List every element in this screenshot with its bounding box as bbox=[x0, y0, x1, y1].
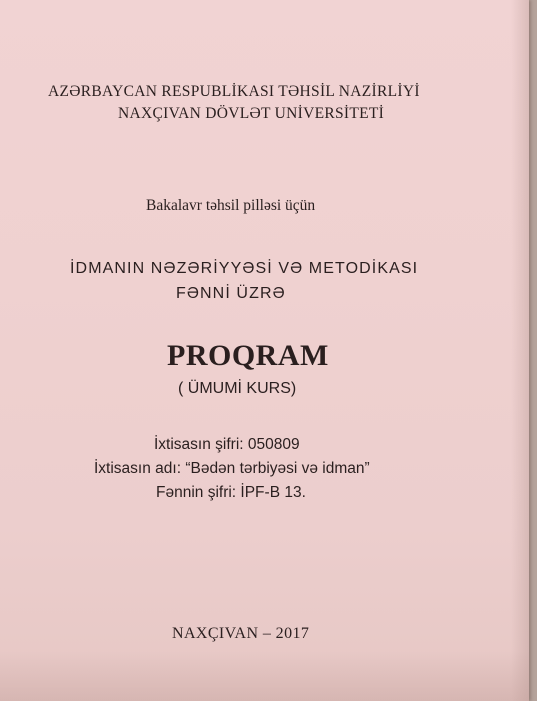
course-title-line-2: FƏNNİ ÜZRƏ bbox=[176, 285, 286, 302]
subject-code: Fənnin şifri: İPF-B 13. bbox=[156, 484, 306, 501]
program-subtitle: ( ÜMUMİ KURS) bbox=[178, 380, 297, 397]
course-title-line-1: İDMANIN NƏZƏRİYYƏSİ VƏ METODİKASI bbox=[70, 260, 419, 277]
place-and-year: NAXÇIVAN – 2017 bbox=[172, 625, 310, 642]
specialty-code: İxtisasın şifri: 050809 bbox=[154, 436, 300, 453]
ministry-name: AZƏRBAYCAN RESPUBLİKASI TƏHSİL NAZİRLİYİ bbox=[48, 83, 420, 100]
page-edge-shadow bbox=[511, 0, 529, 701]
program-title: PROQRAM bbox=[167, 339, 329, 372]
specialty-name: İxtisasın adı: “Bədən tərbiyəsi və idman” bbox=[94, 460, 370, 477]
page-bottom-shadow bbox=[0, 651, 529, 701]
university-name: NAXÇIVAN DÖVLƏT UNİVERSİTETİ bbox=[118, 105, 385, 122]
education-level: Bakalavr təhsil pilləsi üçün bbox=[146, 197, 316, 214]
